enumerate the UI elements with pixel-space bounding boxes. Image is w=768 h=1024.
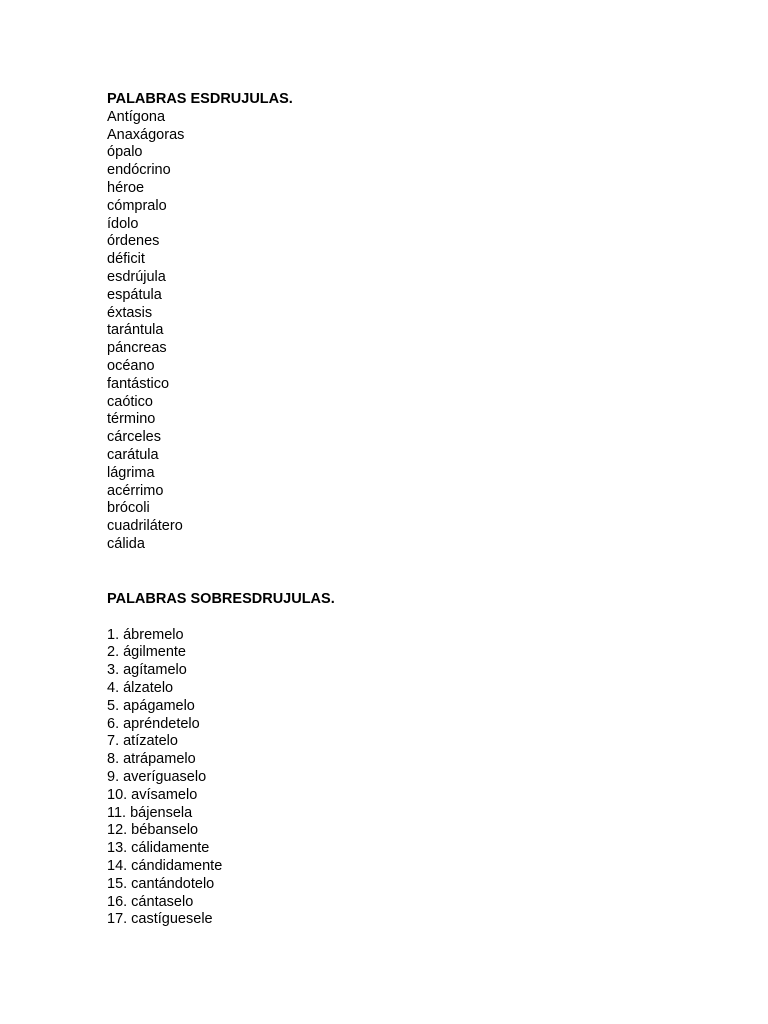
list-item: acérrimo bbox=[107, 482, 164, 499]
list-item: cuadrilátero bbox=[107, 518, 183, 535]
list-item: 1. ábremelo bbox=[107, 626, 184, 643]
list-item: espátula bbox=[107, 286, 162, 303]
list-item: órdenes bbox=[107, 233, 160, 250]
list-item: 10. avísamelo bbox=[107, 786, 198, 803]
list-item: 14. cándidamente bbox=[107, 857, 223, 874]
list-item: Anaxágoras bbox=[107, 126, 185, 143]
sobresdrujulas-section bbox=[107, 591, 707, 929]
list-item: héroe bbox=[107, 179, 145, 196]
list-item: ídolo bbox=[107, 215, 139, 232]
list-item: 2. ágilmente bbox=[107, 644, 186, 661]
list-item: carátula bbox=[107, 446, 159, 463]
list-item: 9. averíguaselo bbox=[107, 768, 207, 785]
list-item: 4. álzatelo bbox=[107, 679, 174, 696]
list-item: caótico bbox=[107, 393, 153, 410]
list-item: término bbox=[107, 411, 156, 428]
list-item: tarántula bbox=[107, 322, 164, 339]
list-item: océano bbox=[107, 357, 155, 374]
list-item: 8. atrápamelo bbox=[107, 751, 196, 768]
list-item: déficit bbox=[107, 251, 145, 268]
list-item: lágrima bbox=[107, 464, 155, 481]
list-item: 3. agítamelo bbox=[107, 662, 187, 679]
sobresdrujulas-heading: PALABRAS SOBRESDRUJULAS. bbox=[107, 591, 335, 607]
sobresdrujulas-list bbox=[107, 627, 707, 930]
list-item: páncreas bbox=[107, 340, 167, 357]
list-item: 7. atízatelo bbox=[107, 733, 178, 750]
list-item: 16. cántaselo bbox=[107, 893, 194, 910]
list-item: endócrino bbox=[107, 162, 171, 179]
list-item: 6. apréndetelo bbox=[107, 715, 200, 732]
list-item: cómpralo bbox=[107, 197, 167, 214]
list-item: esdrújula bbox=[107, 268, 166, 285]
list-item: ópalo bbox=[107, 144, 143, 161]
list-item: cárceles bbox=[107, 429, 161, 446]
list-item: 13. cálidamente bbox=[107, 840, 210, 857]
esdrujulas-list bbox=[107, 109, 707, 554]
list-item: éxtasis bbox=[107, 304, 153, 321]
list-item: Antígona bbox=[107, 108, 166, 125]
list-item: 12. bébanselo bbox=[107, 822, 199, 839]
list-item: 5. apágamelo bbox=[107, 697, 195, 714]
esdrujulas-heading: PALABRAS ESDRUJULAS. bbox=[107, 91, 293, 107]
list-item: 11. bájensela bbox=[107, 804, 193, 821]
list-item: 17. castíguesele bbox=[107, 911, 213, 928]
esdrujulas-section bbox=[107, 91, 707, 554]
list-item: fantástico bbox=[107, 375, 170, 392]
list-item: cálida bbox=[107, 535, 145, 552]
list-item: brócoli bbox=[107, 500, 150, 517]
list-item: 15. cantándotelo bbox=[107, 875, 215, 892]
